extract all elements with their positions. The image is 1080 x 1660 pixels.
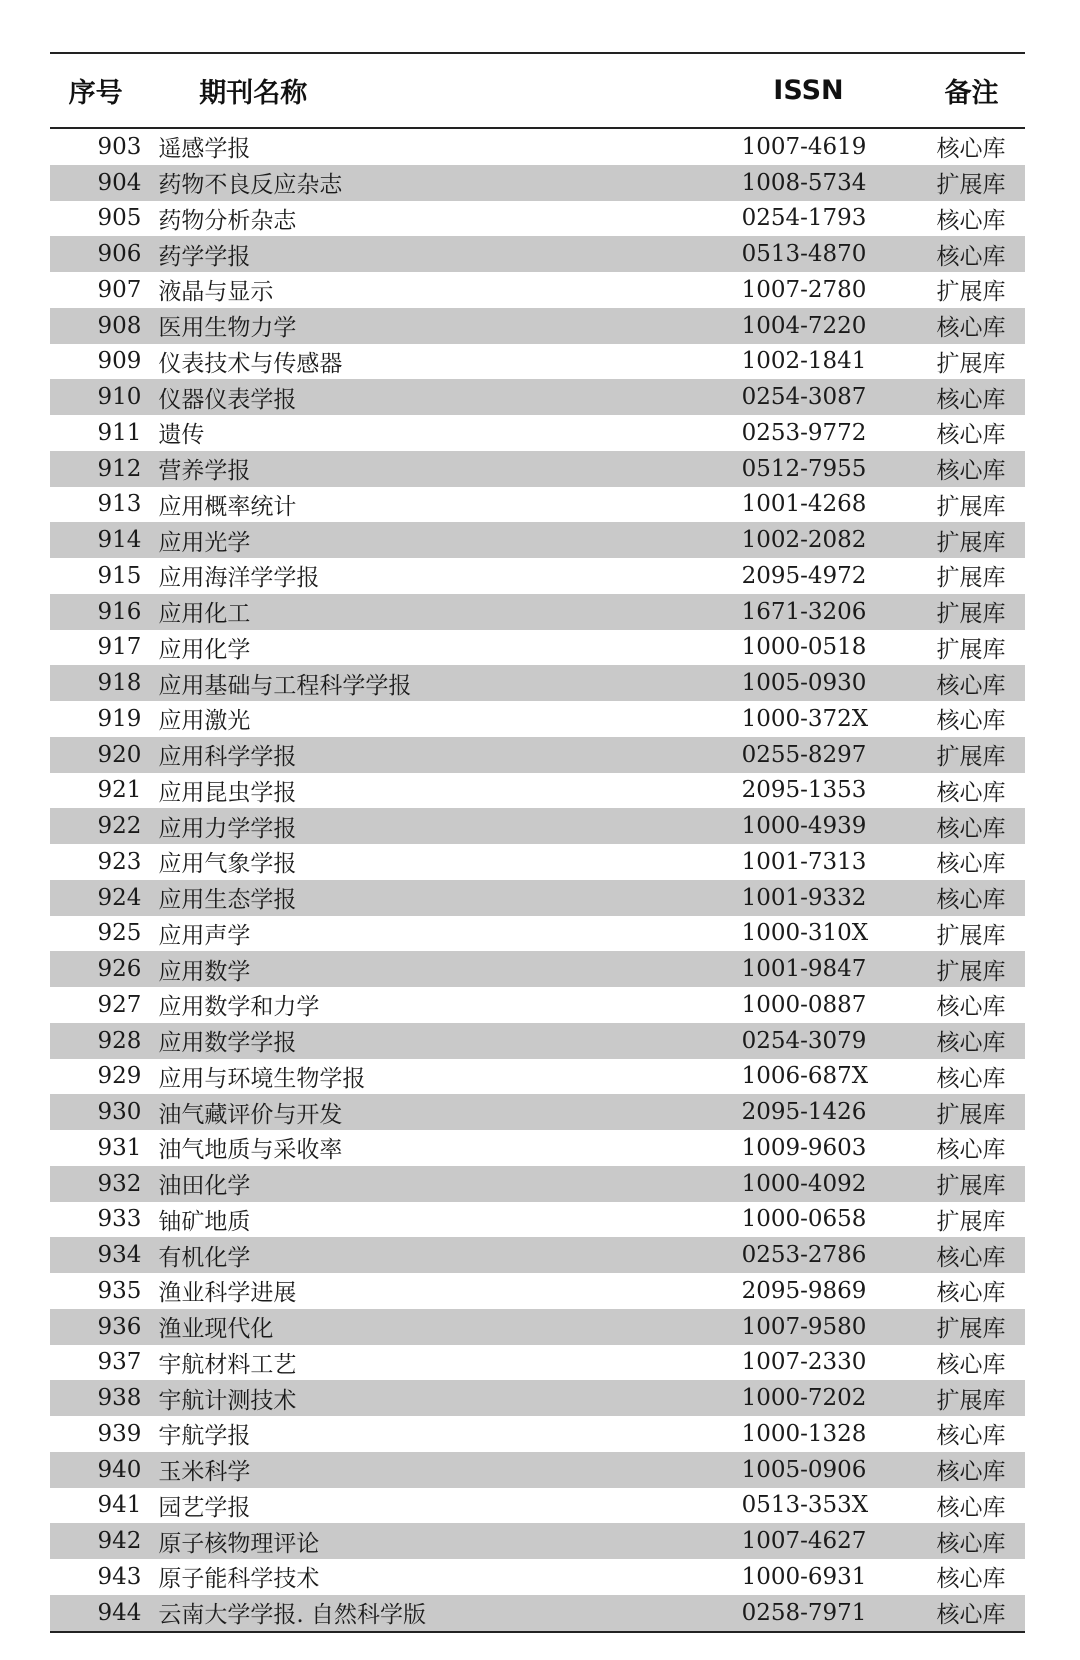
row-issn: 1000-1328 <box>741 1420 867 1447</box>
row-issn: 1000-4939 <box>741 813 867 840</box>
row-name: 应用科学学报 <box>158 744 297 771</box>
row-note: 扩展库 <box>936 1316 1006 1343</box>
row-note: 核心库 <box>936 672 1006 699</box>
row-no: 906 <box>97 241 142 268</box>
table-row <box>50 308 1025 344</box>
row-note: 扩展库 <box>936 1387 1006 1414</box>
table-row <box>50 808 1025 844</box>
table-row <box>50 558 1025 594</box>
row-name: 园艺学报 <box>158 1494 251 1521</box>
row-no: 944 <box>97 1599 142 1626</box>
row-issn: 1007-4627 <box>741 1528 867 1555</box>
row-note: 核心库 <box>936 1459 1006 1486</box>
table-row <box>50 1452 1025 1488</box>
row-no: 931 <box>97 1134 142 1161</box>
row-no: 940 <box>97 1456 142 1483</box>
row-name: 应用化工 <box>158 601 251 628</box>
table-row <box>50 1345 1025 1381</box>
row-issn: 1007-9580 <box>741 1313 867 1340</box>
table-row <box>50 844 1025 880</box>
row-name: 油气藏评价与开发 <box>158 1101 343 1128</box>
row-issn: 1009-9603 <box>741 1134 867 1161</box>
table-body <box>50 129 1025 1631</box>
row-no: 930 <box>97 1099 142 1126</box>
table-row <box>50 1559 1025 1595</box>
row-issn: 1007-2780 <box>741 276 867 303</box>
row-note: 核心库 <box>936 207 1006 234</box>
row-name: 应用数学学报 <box>158 1030 297 1057</box>
table-row <box>50 1595 1025 1631</box>
row-note: 核心库 <box>936 815 1006 842</box>
row-name: 有机化学 <box>158 1244 251 1271</box>
row-name: 油田化学 <box>158 1173 251 1200</box>
row-issn: 1000-6931 <box>741 1563 867 1590</box>
row-name: 油气地质与采收率 <box>158 1137 343 1164</box>
row-note: 扩展库 <box>936 601 1006 628</box>
row-issn: 1007-4619 <box>741 133 867 160</box>
row-no: 913 <box>97 491 142 518</box>
row-name: 宇航计测技术 <box>158 1387 297 1414</box>
row-name: 液晶与显示 <box>158 279 274 306</box>
row-note: 扩展库 <box>936 958 1006 985</box>
row-name: 药学学报 <box>158 243 251 270</box>
table-row <box>50 1523 1025 1559</box>
row-issn: 1008-5734 <box>741 169 867 196</box>
row-no: 920 <box>97 741 142 768</box>
row-issn: 1000-0518 <box>741 634 867 661</box>
table-row <box>50 379 1025 415</box>
row-issn: 1005-0906 <box>741 1456 867 1483</box>
row-issn: 0253-9772 <box>741 419 867 446</box>
row-issn: 1001-4268 <box>741 491 867 518</box>
row-no: 928 <box>97 1027 142 1054</box>
row-issn: 1006-687X <box>741 1063 869 1090</box>
row-name: 原子核物理评论 <box>158 1530 320 1557</box>
row-issn: 0254-3079 <box>741 1027 867 1054</box>
table-row <box>50 522 1025 558</box>
table-row <box>50 1237 1025 1273</box>
row-no: 938 <box>97 1385 142 1412</box>
row-note: 核心库 <box>936 1530 1006 1557</box>
table-row <box>50 1023 1025 1059</box>
row-note: 扩展库 <box>936 1173 1006 1200</box>
row-name: 应用昆虫学报 <box>158 779 297 806</box>
row-name: 应用与环境生物学报 <box>158 1065 366 1092</box>
header-name: 期刊名称 <box>199 78 308 109</box>
row-issn: 2095-4972 <box>741 562 867 589</box>
row-issn: 1000-310X <box>741 920 869 947</box>
row-name: 营养学报 <box>158 458 251 485</box>
row-note: 核心库 <box>936 386 1006 413</box>
row-name: 渔业科学进展 <box>158 1280 297 1307</box>
row-no: 912 <box>97 455 142 482</box>
row-issn: 2095-1426 <box>741 1099 867 1126</box>
row-name: 应用基础与工程科学学报 <box>158 672 412 699</box>
row-note: 核心库 <box>936 994 1006 1021</box>
table-row <box>50 951 1025 987</box>
row-issn: 1005-0930 <box>741 670 867 697</box>
row-note: 核心库 <box>936 243 1006 270</box>
row-name: 应用海洋学学报 <box>158 565 320 592</box>
table-row <box>50 1166 1025 1202</box>
row-no: 942 <box>97 1528 142 1555</box>
row-name: 宇航学报 <box>158 1423 251 1450</box>
row-no: 929 <box>97 1063 142 1090</box>
table-row <box>50 344 1025 380</box>
row-no: 934 <box>97 1242 142 1269</box>
row-name: 应用数学和力学 <box>158 994 320 1021</box>
row-issn: 0254-1793 <box>741 205 867 232</box>
row-name: 仪器仪表学报 <box>158 386 297 413</box>
table-row <box>50 1202 1025 1238</box>
row-no: 905 <box>97 205 142 232</box>
row-issn: 0253-2786 <box>741 1242 867 1269</box>
table-row <box>50 1059 1025 1095</box>
row-issn: 0513-353X <box>741 1492 869 1519</box>
row-issn: 0255-8297 <box>741 741 867 768</box>
table-row <box>50 165 1025 201</box>
table-row <box>50 737 1025 773</box>
row-note: 核心库 <box>936 708 1006 735</box>
row-no: 915 <box>97 562 142 589</box>
row-no: 914 <box>97 527 142 554</box>
table-row <box>50 1380 1025 1416</box>
table-row <box>50 129 1025 165</box>
row-no: 943 <box>97 1563 142 1590</box>
row-issn: 1000-7202 <box>741 1385 867 1412</box>
row-note: 扩展库 <box>936 350 1006 377</box>
row-note: 扩展库 <box>936 1208 1006 1235</box>
row-note: 核心库 <box>936 136 1006 163</box>
row-name: 医用生物力学 <box>158 315 297 342</box>
row-no: 939 <box>97 1420 142 1447</box>
table-row <box>50 1309 1025 1345</box>
row-issn: 1004-7220 <box>741 312 867 339</box>
row-issn: 1002-1841 <box>741 348 867 375</box>
table-row <box>50 665 1025 701</box>
table-row <box>50 1488 1025 1524</box>
row-note: 核心库 <box>936 1494 1006 1521</box>
row-no: 926 <box>97 956 142 983</box>
row-no: 923 <box>97 848 142 875</box>
row-name: 应用数学 <box>158 958 251 985</box>
row-note: 核心库 <box>936 887 1006 914</box>
row-issn: 1000-372X <box>741 705 869 732</box>
table-row <box>50 1094 1025 1130</box>
row-issn: 2095-1353 <box>741 777 867 804</box>
journal-table <box>50 52 1025 1633</box>
row-issn: 0254-3087 <box>741 384 867 411</box>
table-row <box>50 272 1025 308</box>
row-name: 药物分析杂志 <box>158 207 297 234</box>
row-note: 扩展库 <box>936 172 1006 199</box>
table-row <box>50 487 1025 523</box>
bottom-rule <box>50 1631 1025 1633</box>
row-no: 911 <box>97 419 142 446</box>
row-no: 903 <box>97 133 142 160</box>
table-header <box>50 54 1025 127</box>
row-issn: 1001-7313 <box>741 848 867 875</box>
row-note: 扩展库 <box>936 565 1006 592</box>
row-note: 核心库 <box>936 458 1006 485</box>
row-note: 核心库 <box>936 1244 1006 1271</box>
row-issn: 1002-2082 <box>741 527 867 554</box>
row-no: 910 <box>97 384 142 411</box>
row-name: 应用气象学报 <box>158 851 297 878</box>
row-name: 遗传 <box>158 422 205 449</box>
row-name: 仪表技术与传感器 <box>158 350 343 377</box>
row-name: 云南大学学报. 自然科学版 <box>158 1602 427 1629</box>
table-row <box>50 1273 1025 1309</box>
table-row <box>50 916 1025 952</box>
row-issn: 0513-4870 <box>741 241 867 268</box>
row-no: 932 <box>97 1170 142 1197</box>
row-issn: 0258-7971 <box>741 1599 867 1626</box>
row-note: 核心库 <box>936 1065 1006 1092</box>
table-row <box>50 201 1025 237</box>
row-no: 917 <box>97 634 142 661</box>
row-no: 933 <box>97 1206 142 1233</box>
row-note: 核心库 <box>936 1351 1006 1378</box>
row-issn: 1001-9332 <box>741 884 867 911</box>
row-note: 扩展库 <box>936 279 1006 306</box>
table-row <box>50 630 1025 666</box>
row-name: 遥感学报 <box>158 136 251 163</box>
header-issn: ISSN <box>773 75 844 106</box>
table-row <box>50 880 1025 916</box>
row-no: 909 <box>97 348 142 375</box>
row-no: 936 <box>97 1313 142 1340</box>
row-note: 核心库 <box>936 1602 1006 1629</box>
row-issn: 1001-9847 <box>741 956 867 983</box>
row-no: 904 <box>97 169 142 196</box>
row-note: 扩展库 <box>936 744 1006 771</box>
table-row <box>50 987 1025 1023</box>
row-note: 扩展库 <box>936 529 1006 556</box>
row-note: 扩展库 <box>936 1101 1006 1128</box>
row-issn: 1000-0887 <box>741 991 867 1018</box>
row-name: 应用生态学报 <box>158 887 297 914</box>
row-no: 922 <box>97 813 142 840</box>
row-no: 921 <box>97 777 142 804</box>
row-note: 扩展库 <box>936 493 1006 520</box>
row-name: 应用光学 <box>158 529 251 556</box>
row-no: 916 <box>97 598 142 625</box>
row-name: 应用激光 <box>158 708 251 735</box>
row-note: 核心库 <box>936 422 1006 449</box>
row-no: 924 <box>97 884 142 911</box>
row-note: 扩展库 <box>936 922 1006 949</box>
row-name: 应用力学学报 <box>158 815 297 842</box>
row-note: 核心库 <box>936 1030 1006 1057</box>
row-no: 919 <box>97 705 142 732</box>
row-note: 核心库 <box>936 1280 1006 1307</box>
row-issn: 1671-3206 <box>741 598 867 625</box>
row-note: 核心库 <box>936 1566 1006 1593</box>
table-row <box>50 236 1025 272</box>
row-no: 927 <box>97 991 142 1018</box>
row-name: 药物不良反应杂志 <box>158 172 343 199</box>
table-row <box>50 1416 1025 1452</box>
row-note: 核心库 <box>936 1137 1006 1164</box>
table-row <box>50 415 1025 451</box>
table-row <box>50 773 1025 809</box>
row-name: 应用声学 <box>158 922 251 949</box>
row-note: 核心库 <box>936 779 1006 806</box>
row-issn: 1000-4092 <box>741 1170 867 1197</box>
row-name: 应用化学 <box>158 636 251 663</box>
table-row <box>50 451 1025 487</box>
row-note: 扩展库 <box>936 636 1006 663</box>
row-note: 核心库 <box>936 851 1006 878</box>
header-note: 备注 <box>944 78 999 109</box>
row-no: 941 <box>97 1492 142 1519</box>
table-row <box>50 1130 1025 1166</box>
row-issn: 0512-7955 <box>741 455 867 482</box>
row-no: 937 <box>97 1349 142 1376</box>
row-note: 核心库 <box>936 1423 1006 1450</box>
row-name: 铀矿地质 <box>158 1208 251 1235</box>
row-no: 908 <box>97 312 142 339</box>
table-row <box>50 594 1025 630</box>
row-name: 玉米科学 <box>158 1459 251 1486</box>
row-name: 原子能科学技术 <box>158 1566 320 1593</box>
row-no: 907 <box>97 276 142 303</box>
row-name: 宇航材料工艺 <box>158 1351 297 1378</box>
row-name: 应用概率统计 <box>158 493 297 520</box>
row-no: 918 <box>97 670 142 697</box>
row-issn: 1007-2330 <box>741 1349 867 1376</box>
row-no: 925 <box>97 920 142 947</box>
row-note: 核心库 <box>936 315 1006 342</box>
row-issn: 2095-9869 <box>741 1277 867 1304</box>
row-issn: 1000-0658 <box>741 1206 867 1233</box>
table-row <box>50 701 1025 737</box>
header-no: 序号 <box>68 78 123 109</box>
row-no: 935 <box>97 1277 142 1304</box>
row-name: 渔业现代化 <box>158 1316 274 1343</box>
